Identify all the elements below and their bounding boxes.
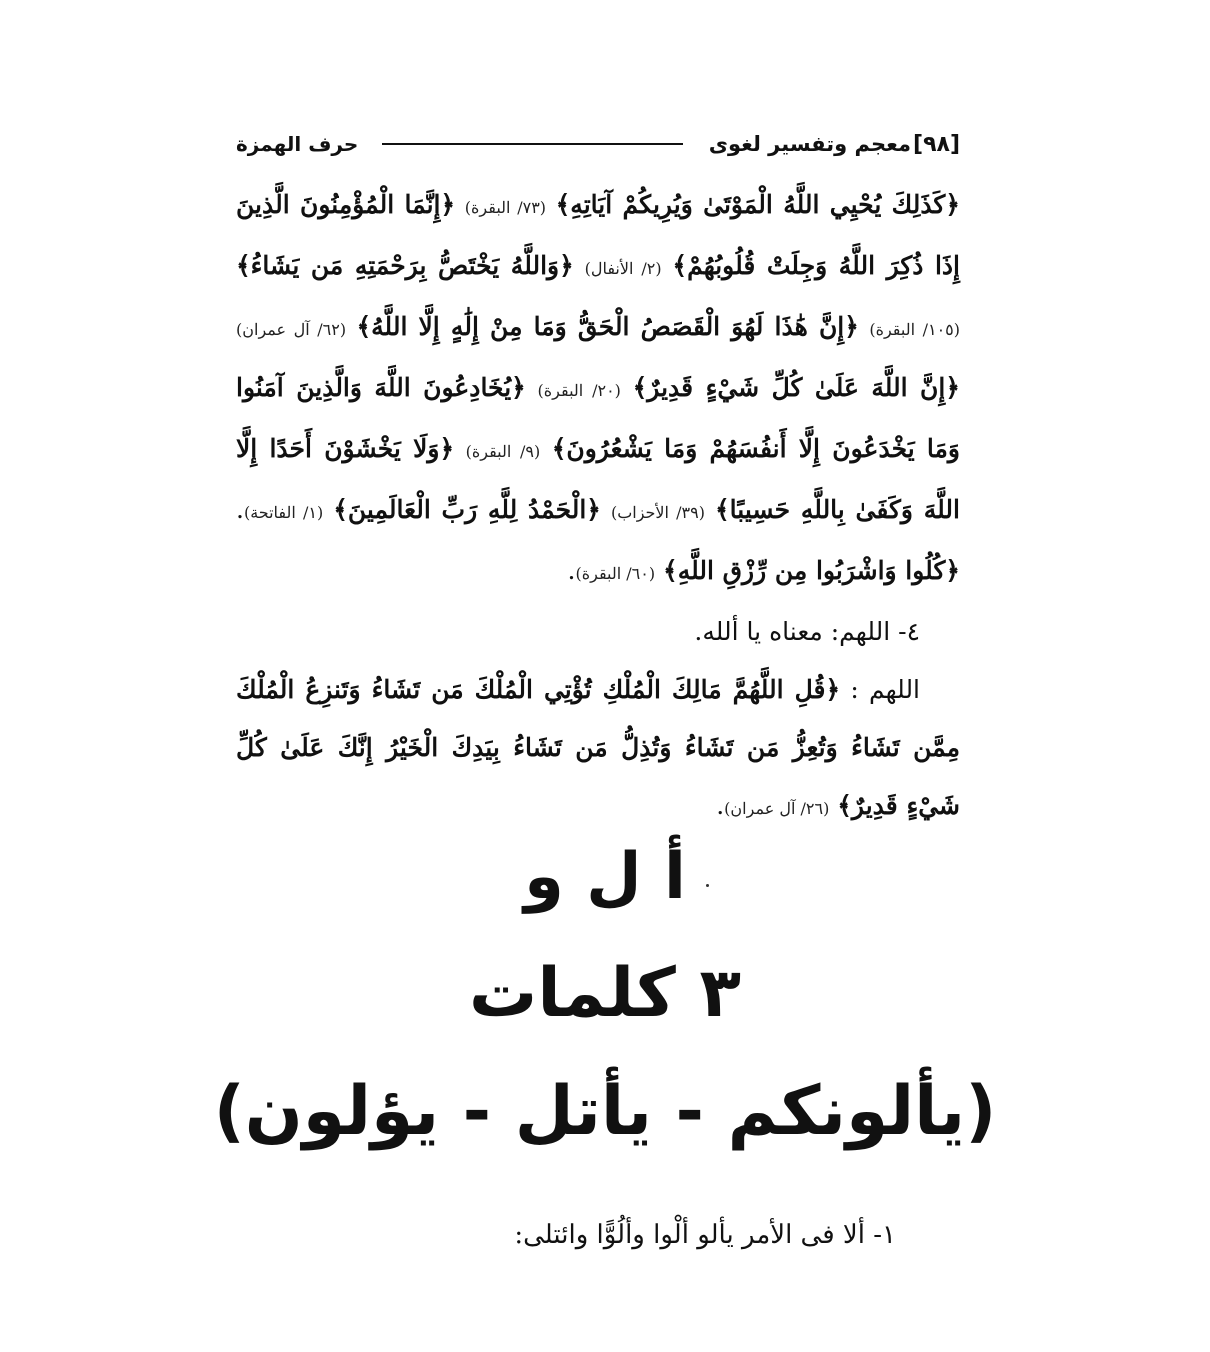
stray-dot <box>706 884 709 887</box>
verse-reference: (٩/ البقرة) <box>465 442 541 461</box>
verse-reference: (٢/ الأنفال) <box>584 259 662 278</box>
verse-reference: (٣٩/ الأحزاب) <box>610 503 705 522</box>
entry-first-line: ١- ألا فى الأمر يألو ألْوا وألُوًّا وائتلى: <box>514 1220 896 1250</box>
verse-reference: (٢٦/ آل عمران) <box>724 799 830 818</box>
verse-reference: (٢٠/ البقرة) <box>537 381 621 400</box>
verse: إِنَّمَا الْمُؤْمِنُونَ الَّذِينَ إِذَا ذُكِرَ اللَّهُ وَجِلَتْ قُلُوبُهُمْ <box>236 190 960 280</box>
verse-reference: (٦٠/ البقرة) <box>575 564 656 583</box>
verse: قُلِ اللَّهُمَّ مَالِكَ الْمُلْكِ تُؤْتِي الْمُلْكَ مَن تَشَاءُ وَتَنزِعُ الْمُلْكَ مِمَّن تَشَاءُ وَتُعِزُّ مَن تَشَاءُ وَتُذِلُّ مَن تَشَاءُ بِيَدِكَ الْخَيْرُ إِنَّكَ عَلَىٰ كُلِّ شَيْءٍ قَدِيرٌ <box>236 675 960 820</box>
paragraph-verses: ﴿كَذَلِكَ يُحْيِي اللَّهُ الْمَوْتَىٰ وَيُرِيكُمْ آيَاتِهِ﴾ (٧٣/ البقرة) ﴿إِنَّمَا الْمُؤْمِنُونَ الَّذِينَ إِذَا ذُكِرَ اللَّهُ وَجِلَتْ قُلُوبُهُمْ﴾ (٢/ الأنفال) ﴿وَاللَّهُ يَخْتَصُّ بِرَحْمَتِهِ مَن يَشَاءُ﴾ (١٠٥/ البقرة) ﴿إِنَّ هَٰذَا لَهُوَ الْقَصَصُ الْحَقُّ وَمَا مِنْ إِلَٰهٍ إِلَّا اللَّهُ﴾ (٦٢/ آل عمران) ﴿إِنَّ اللَّهَ عَلَىٰ كُلِّ شَيْءٍ قَدِيرٌ﴾ (٢٠/ البقرة) ﴿يُخَادِعُونَ اللَّهَ وَالَّذِينَ آمَنُوا وَمَا يَخْدَعُونَ إِلَّا أَنفُسَهُمْ وَمَا يَشْعُرُونَ﴾ (٩/ البقرة) ﴿وَلَا يَخْشَوْنَ أَحَدًا إِلَّا اللَّهَ وَكَفَىٰ بِاللَّهِ حَسِيبًا﴾ (٣٩/ الأحزاب) ﴿الْحَمْدُ لِلَّهِ رَبِّ الْعَالَمِينَ﴾ (١/ الفاتحة). ﴿كُلُوا وَاشْرَبُوا مِن رِّزْقِ اللَّهِ﴾ (٦٠/ البقرة). <box>236 190 961 585</box>
verse: كُلُوا وَاشْرَبُوا مِن رِّزْقِ اللَّهِ <box>677 556 946 585</box>
definition-text: ٤- اللهم: معناه يا ألله. <box>694 617 920 646</box>
verse-reference: (١/ الفاتحة) <box>243 503 324 522</box>
verse: إِنَّ هَٰذَا لَهُوَ الْقَصَصُ الْحَقُّ وَمَا مِنْ إِلَٰهٍ إِلَّا اللَّهُ <box>371 312 845 341</box>
verse: كَذَلِكَ يُحْيِي اللَّهُ الْمَوْتَىٰ وَيُرِيكُمْ آيَاتِهِ <box>570 190 946 219</box>
section-title: حرف الهمزة <box>236 132 359 156</box>
verse: يُخَادِعُونَ اللَّهَ وَالَّذِينَ آمَنُوا وَمَا يَخْدَعُونَ إِلَّا أَنفُسَهُمْ وَمَا يَشْعُرُونَ <box>236 373 961 463</box>
verse: وَاللَّهُ يَخْتَصُّ بِرَحْمَتِهِ مَن يَشَاءُ <box>250 251 560 280</box>
words-list-heading: (يألونكم - يأتل - يؤلون) <box>213 1072 997 1151</box>
header-rule <box>382 143 682 145</box>
page-number: [٩٨] <box>913 131 960 157</box>
lead-label: اللهم : <box>850 675 921 704</box>
paragraph-allahumma: اللهم : ﴿قُلِ اللَّهُمَّ مَالِكَ الْمُلْكِ تُؤْتِي الْمُلْكَ مَن تَشَاءُ وَتَنزِعُ الْمُلْكَ مِمَّن تَشَاءُ وَتُعِزُّ مَن تَشَاءُ وَتُذِلُّ مَن تَشَاءُ بِيَدِكَ الْخَيْرُ إِنَّكَ عَلَىٰ كُلِّ شَيْءٍ قَدِيرٌ﴾ (٢٦/ آل عمران). <box>236 675 960 820</box>
verse: إِنَّ اللَّهَ عَلَىٰ كُلِّ شَيْءٍ قَدِيرٌ <box>647 373 946 402</box>
root-heading: أ ل و <box>524 840 686 914</box>
word-count-heading: ٣ كلمات <box>469 954 741 1033</box>
verse: الْحَمْدُ لِلَّهِ رَبِّ الْعَالَمِينَ <box>347 495 587 524</box>
running-header <box>236 124 960 164</box>
paragraph-definition <box>236 603 960 661</box>
verse-reference: (١٠٥/ البقرة) <box>869 320 960 339</box>
body-text <box>236 176 960 838</box>
verse: وَلَا يَخْشَوْنَ أَحَدًا إِلَّا اللَّهَ وَكَفَىٰ بِاللَّهِ حَسِيبًا <box>236 434 960 524</box>
verse-reference: (٧٣/ البقرة) <box>464 198 547 217</box>
book-title: معجم وتفسير لغوى <box>708 132 912 156</box>
verse-reference: (٦٢/ آل عمران) <box>236 320 347 339</box>
